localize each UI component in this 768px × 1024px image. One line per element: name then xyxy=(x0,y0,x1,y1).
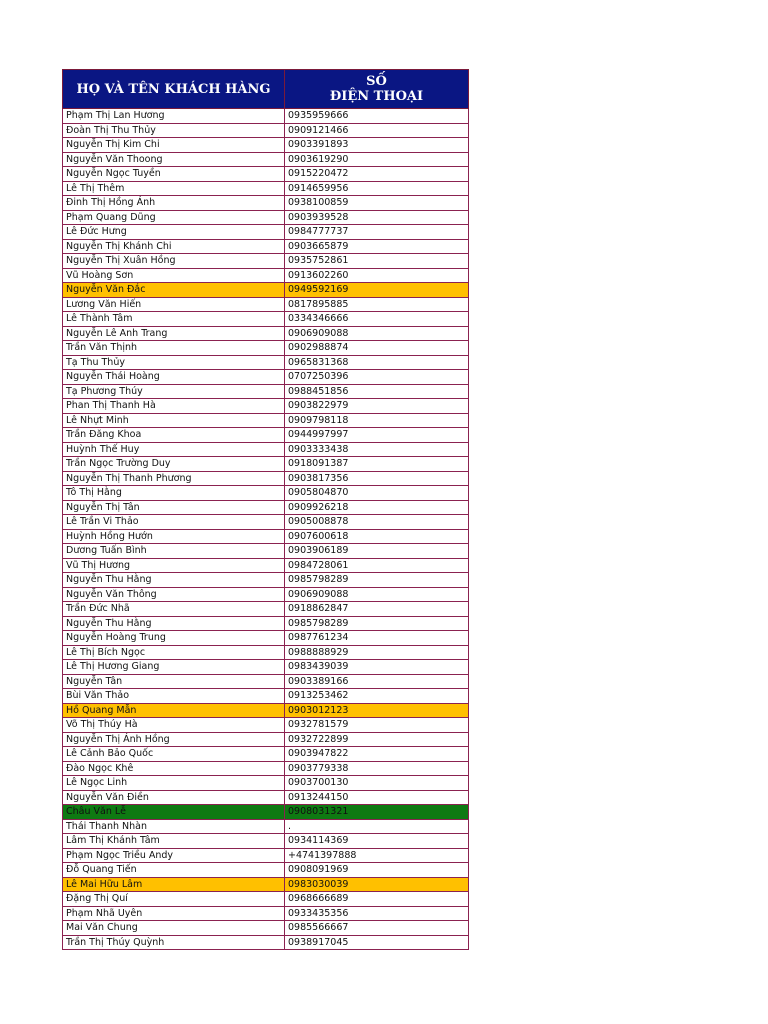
cell-phone-number[interactable]: 0906909088 xyxy=(285,587,469,602)
cell-phone-number[interactable]: 0983439039 xyxy=(285,660,469,675)
cell-phone-number[interactable]: 0902988874 xyxy=(285,341,469,356)
table-row xyxy=(63,297,469,312)
cell-customer-name[interactable]: Hồ Quang Mẫn xyxy=(63,703,285,718)
cell-customer-name[interactable]: Đào Ngọc Khê xyxy=(63,761,285,776)
cell-phone-number[interactable]: 0938917045 xyxy=(285,935,469,950)
cell-customer-name[interactable]: Nguyễn Thị Tân xyxy=(63,500,285,515)
table-row xyxy=(63,732,469,747)
cell-customer-name[interactable]: Phạm Nhã Uyên xyxy=(63,906,285,921)
table-row xyxy=(63,515,469,530)
cell-phone-number[interactable]: 0903012123 xyxy=(285,703,469,718)
table-row xyxy=(63,689,469,704)
table-row xyxy=(63,109,469,124)
cell-customer-name[interactable]: Châu Văn Lễ xyxy=(63,805,285,820)
cell-customer-name[interactable]: Nguyễn Văn Thông xyxy=(63,587,285,602)
table-row xyxy=(63,384,469,399)
table-row xyxy=(63,500,469,515)
table-row xyxy=(63,413,469,428)
cell-phone-number[interactable]: 0934114369 xyxy=(285,834,469,849)
table-row xyxy=(63,123,469,138)
cell-customer-name[interactable]: Mai Văn Chung xyxy=(63,921,285,936)
cell-customer-name[interactable]: Phạm Thị Lan Hương xyxy=(63,109,285,124)
cell-customer-name[interactable]: Trần Đức Nhã xyxy=(63,602,285,617)
table-row xyxy=(63,181,469,196)
table-row xyxy=(63,442,469,457)
cell-customer-name[interactable]: Lâm Thị Khánh Tâm xyxy=(63,834,285,849)
table-row xyxy=(63,877,469,892)
cell-phone-number[interactable]: 0985566667 xyxy=(285,921,469,936)
cell-customer-name[interactable]: Huỳnh Thế Huy xyxy=(63,442,285,457)
cell-phone-number[interactable]: +4741397888 xyxy=(285,848,469,863)
table-row xyxy=(63,906,469,921)
cell-phone-number[interactable]: 0903619290 xyxy=(285,152,469,167)
cell-customer-name[interactable]: Nguyễn Thị Kim Chi xyxy=(63,138,285,153)
table-row xyxy=(63,529,469,544)
table-row xyxy=(63,283,469,298)
cell-phone-number[interactable]: 0983030039 xyxy=(285,877,469,892)
cell-customer-name[interactable]: Lê Thị Thêm xyxy=(63,181,285,196)
cell-customer-name[interactable]: Nguyễn Lê Anh Trang xyxy=(63,326,285,341)
cell-customer-name[interactable]: Nguyễn Thị Thanh Phương xyxy=(63,471,285,486)
table-row xyxy=(63,254,469,269)
cell-phone-number[interactable]: 0935752861 xyxy=(285,254,469,269)
table-row xyxy=(63,892,469,907)
cell-phone-number[interactable]: 0903817356 xyxy=(285,471,469,486)
cell-customer-name[interactable]: Vũ Hoàng Sơn xyxy=(63,268,285,283)
header-row xyxy=(63,70,469,109)
table-row xyxy=(63,602,469,617)
cell-phone-number[interactable]: 0933435356 xyxy=(285,906,469,921)
cell-customer-name[interactable]: Thái Thanh Nhàn xyxy=(63,819,285,834)
cell-phone-number[interactable]: 0985798289 xyxy=(285,573,469,588)
table-row xyxy=(63,239,469,254)
cell-phone-number[interactable]: 0707250396 xyxy=(285,370,469,385)
cell-customer-name[interactable]: Phạm Quang Dũng xyxy=(63,210,285,225)
cell-customer-name[interactable]: Nguyễn Thị Ánh Hồng xyxy=(63,732,285,747)
cell-phone-number[interactable]: 0903939528 xyxy=(285,210,469,225)
table-row xyxy=(63,776,469,791)
cell-customer-name[interactable]: Vũ Thị Hương xyxy=(63,558,285,573)
column-header-phone-line1: SỐ xyxy=(366,74,387,89)
table-row xyxy=(63,312,469,327)
cell-customer-name[interactable]: Trần Thị Thúy Quỳnh xyxy=(63,935,285,950)
cell-phone-number[interactable]: 0903779338 xyxy=(285,761,469,776)
cell-phone-number[interactable]: 0908091969 xyxy=(285,863,469,878)
table-row xyxy=(63,587,469,602)
cell-customer-name[interactable]: Lê Thành Tâm xyxy=(63,312,285,327)
cell-phone-number[interactable]: 0965831368 xyxy=(285,355,469,370)
table-row xyxy=(63,660,469,675)
cell-customer-name[interactable]: Tô Thị Hằng xyxy=(63,486,285,501)
table-row xyxy=(63,761,469,776)
cell-customer-name[interactable]: Nguyễn Thị Xuân Hồng xyxy=(63,254,285,269)
cell-customer-name[interactable]: Trần Đăng Khoa xyxy=(63,428,285,443)
cell-customer-name[interactable]: Tạ Phương Thúy xyxy=(63,384,285,399)
cell-customer-name[interactable]: Trần Văn Thịnh xyxy=(63,341,285,356)
cell-customer-name[interactable]: Nguyễn Ngọc Tuyền xyxy=(63,167,285,182)
cell-customer-name[interactable]: Đỗ Quang Tiến xyxy=(63,863,285,878)
table-row xyxy=(63,921,469,936)
cell-customer-name[interactable]: Nguyễn Văn Đắc xyxy=(63,283,285,298)
table-row xyxy=(63,355,469,370)
cell-phone-number[interactable]: 0918091387 xyxy=(285,457,469,472)
cell-phone-number[interactable]: 0987761234 xyxy=(285,631,469,646)
table-row xyxy=(63,834,469,849)
table-row xyxy=(63,428,469,443)
table-row xyxy=(63,616,469,631)
cell-phone-number[interactable]: 0334346666 xyxy=(285,312,469,327)
cell-customer-name[interactable]: Phạm Ngọc Triều Andy xyxy=(63,848,285,863)
cell-phone-number[interactable]: 0988888929 xyxy=(285,645,469,660)
cell-phone-number[interactable]: 0817895885 xyxy=(285,297,469,312)
table-row xyxy=(63,645,469,660)
cell-phone-number[interactable]: 0915220472 xyxy=(285,167,469,182)
cell-phone-number[interactable]: 0907600618 xyxy=(285,529,469,544)
cell-phone-number[interactable]: 0909926218 xyxy=(285,500,469,515)
cell-customer-name[interactable]: Nguyễn Thị Khánh Chi xyxy=(63,239,285,254)
cell-phone-number[interactable]: 0984777737 xyxy=(285,225,469,240)
table-row xyxy=(63,471,469,486)
table-row xyxy=(63,486,469,501)
cell-phone-number[interactable]: 0903391893 xyxy=(285,138,469,153)
table-row xyxy=(63,341,469,356)
cell-phone-number[interactable]: 0903700130 xyxy=(285,776,469,791)
cell-customer-name[interactable]: Võ Thị Thúy Hà xyxy=(63,718,285,733)
cell-customer-name[interactable]: Lê Nhựt Minh xyxy=(63,413,285,428)
cell-customer-name[interactable]: Nguyễn Thái Hoàng xyxy=(63,370,285,385)
table-row xyxy=(63,718,469,733)
cell-customer-name[interactable]: Lê Mai Hữu Lâm xyxy=(63,877,285,892)
cell-customer-name[interactable]: Lê Ngọc Linh xyxy=(63,776,285,791)
cell-customer-name[interactable]: Tạ Thu Thủy xyxy=(63,355,285,370)
cell-phone-number[interactable]: . xyxy=(285,819,469,834)
cell-customer-name[interactable]: Trần Ngọc Trường Duy xyxy=(63,457,285,472)
cell-customer-name[interactable]: Nguyễn Hoàng Trung xyxy=(63,631,285,646)
cell-phone-number[interactable]: 0932781579 xyxy=(285,718,469,733)
table-row xyxy=(63,326,469,341)
cell-phone-number[interactable]: 0903665879 xyxy=(285,239,469,254)
cell-customer-name[interactable]: Dương Tuấn Bình xyxy=(63,544,285,559)
cell-phone-number[interactable]: 0985798289 xyxy=(285,616,469,631)
cell-phone-number[interactable]: 0903947822 xyxy=(285,747,469,762)
cell-customer-name[interactable]: Lê Trần Vi Thảo xyxy=(63,515,285,530)
cell-phone-number[interactable]: 0903822979 xyxy=(285,399,469,414)
cell-customer-name[interactable]: Lê Cảnh Bảo Quốc xyxy=(63,747,285,762)
cell-phone-number[interactable]: 0913602260 xyxy=(285,268,469,283)
table-row xyxy=(63,747,469,762)
cell-phone-number[interactable]: 0905008878 xyxy=(285,515,469,530)
cell-phone-number[interactable]: 0949592169 xyxy=(285,283,469,298)
cell-customer-name[interactable]: Nguyễn Thu Hằng xyxy=(63,573,285,588)
cell-customer-name[interactable]: Đặng Thị Quí xyxy=(63,892,285,907)
table-row xyxy=(63,848,469,863)
table-row xyxy=(63,863,469,878)
cell-customer-name[interactable]: Lê Thị Bích Ngọc xyxy=(63,645,285,660)
cell-phone-number[interactable]: 0905804870 xyxy=(285,486,469,501)
table-row xyxy=(63,819,469,834)
cell-customer-name[interactable]: Bùi Văn Thảo xyxy=(63,689,285,704)
cell-phone-number[interactable]: 0988451856 xyxy=(285,384,469,399)
column-header-phone-line2: ĐIỆN THOẠI xyxy=(329,89,424,104)
table-row xyxy=(63,152,469,167)
cell-customer-name[interactable]: Lương Văn Hiến xyxy=(63,297,285,312)
cell-phone-number[interactable]: 0913244150 xyxy=(285,790,469,805)
table-row xyxy=(63,210,469,225)
table-row xyxy=(63,631,469,646)
table-row xyxy=(63,935,469,950)
cell-phone-number[interactable]: 0918862847 xyxy=(285,602,469,617)
cell-customer-name[interactable]: Nguyễn Văn Điền xyxy=(63,790,285,805)
cell-phone-number[interactable]: 0914659956 xyxy=(285,181,469,196)
cell-phone-number[interactable]: 0906909088 xyxy=(285,326,469,341)
cell-phone-number[interactable]: 0913253462 xyxy=(285,689,469,704)
table-row xyxy=(63,573,469,588)
cell-phone-number[interactable]: 0935959666 xyxy=(285,109,469,124)
cell-phone-number[interactable]: 0903389166 xyxy=(285,674,469,689)
table-row xyxy=(63,268,469,283)
table-row xyxy=(63,703,469,718)
table-row xyxy=(63,138,469,153)
table-row xyxy=(63,674,469,689)
cell-customer-name[interactable]: Huỳnh Hồng Hướn xyxy=(63,529,285,544)
table-row xyxy=(63,805,469,820)
cell-phone-number[interactable]: 0908031321 xyxy=(285,805,469,820)
cell-phone-number[interactable]: 0932722899 xyxy=(285,732,469,747)
customer-phone-table xyxy=(62,69,469,950)
column-header-name[interactable]: HỌ VÀ TÊN KHÁCH HÀNG xyxy=(63,70,285,109)
cell-customer-name[interactable]: Đinh Thị Hồng Ánh xyxy=(63,196,285,211)
table-row xyxy=(63,167,469,182)
table-row xyxy=(63,370,469,385)
cell-phone-number[interactable]: 0968666689 xyxy=(285,892,469,907)
cell-customer-name[interactable]: Nguyễn Thu Hằng xyxy=(63,616,285,631)
cell-phone-number[interactable]: 0938100859 xyxy=(285,196,469,211)
table-row xyxy=(63,457,469,472)
cell-phone-number[interactable]: 0909798118 xyxy=(285,413,469,428)
table-row xyxy=(63,558,469,573)
table-row xyxy=(63,544,469,559)
cell-customer-name[interactable]: Nguyễn Văn Thoong xyxy=(63,152,285,167)
table-row xyxy=(63,196,469,211)
table-row xyxy=(63,790,469,805)
cell-customer-name[interactable]: Đoàn Thị Thu Thủy xyxy=(63,123,285,138)
cell-customer-name[interactable]: Lê Đức Hưng xyxy=(63,225,285,240)
cell-phone-number[interactable]: 0944997997 xyxy=(285,428,469,443)
cell-phone-number[interactable]: 0909121466 xyxy=(285,123,469,138)
cell-customer-name[interactable]: Nguyễn Tân xyxy=(63,674,285,689)
cell-phone-number[interactable]: 0903906189 xyxy=(285,544,469,559)
cell-phone-number[interactable]: 0984728061 xyxy=(285,558,469,573)
cell-phone-number[interactable]: 0903333438 xyxy=(285,442,469,457)
cell-customer-name[interactable]: Lê Thị Hương Giang xyxy=(63,660,285,675)
table-body xyxy=(63,109,469,950)
cell-customer-name[interactable]: Phan Thị Thanh Hà xyxy=(63,399,285,414)
table-row xyxy=(63,399,469,414)
column-header-phone[interactable] xyxy=(285,70,469,109)
table-row xyxy=(63,225,469,240)
